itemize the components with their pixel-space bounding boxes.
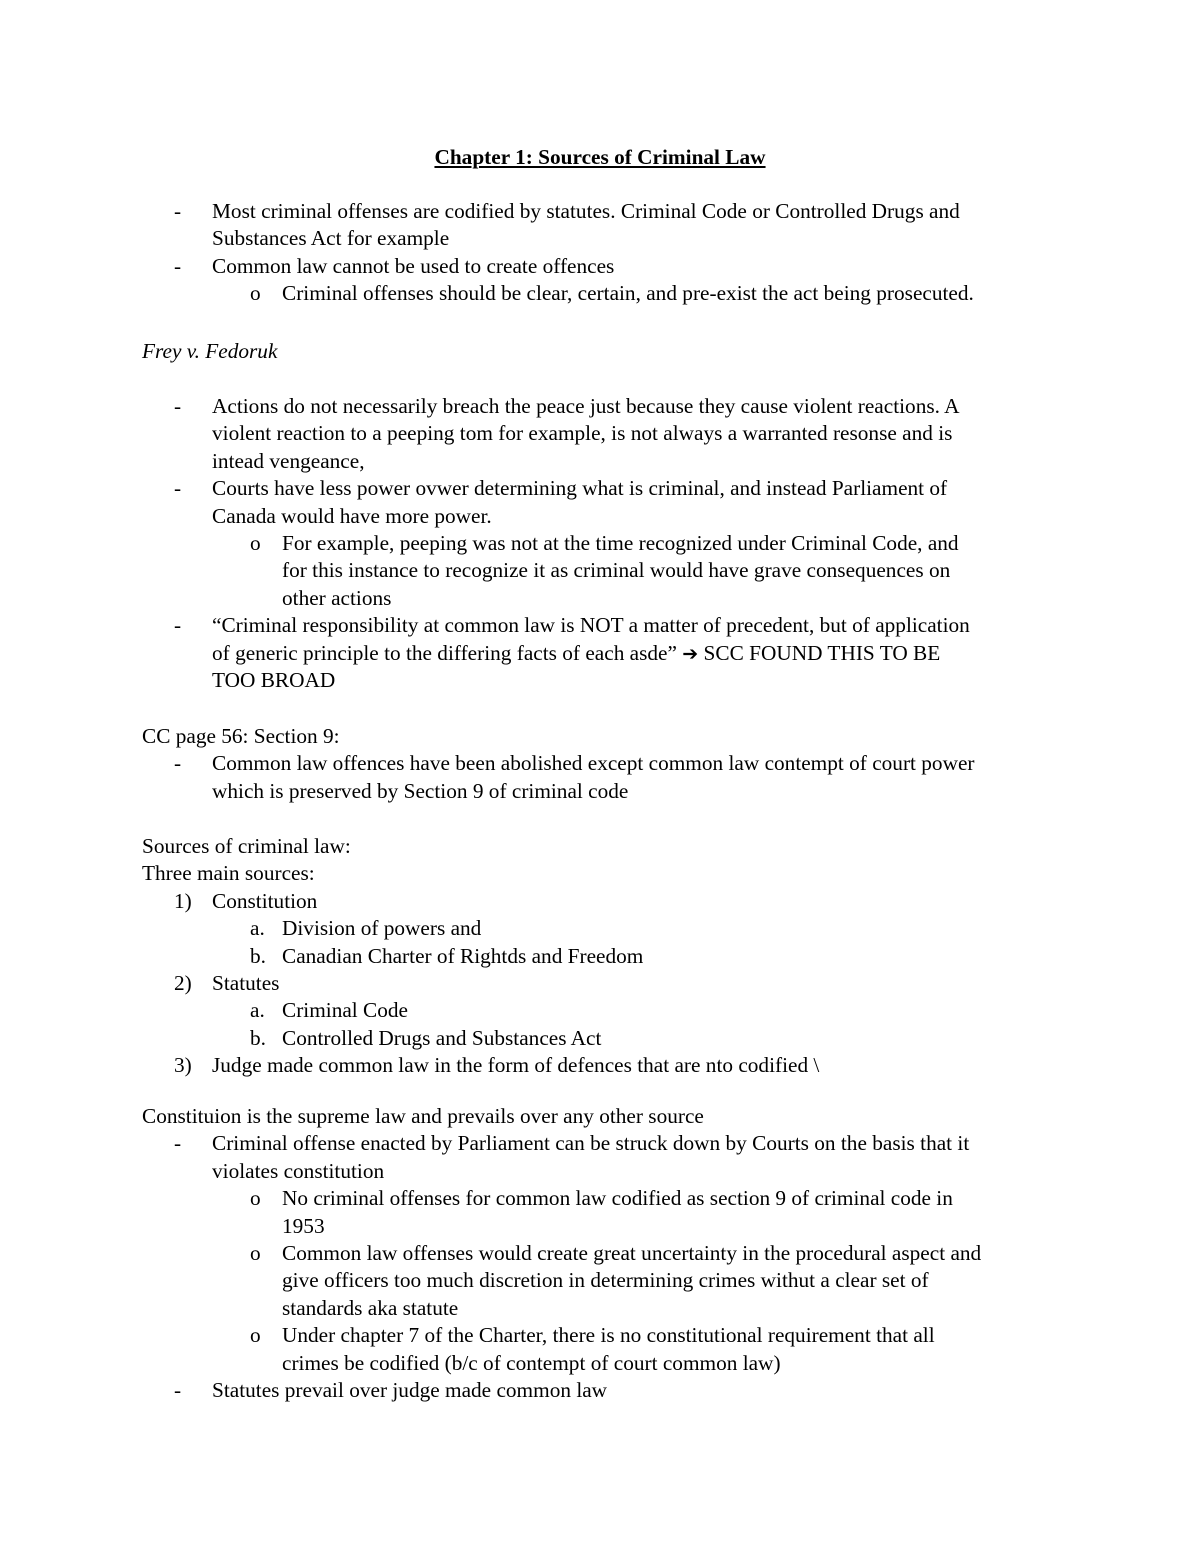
lettered-item: a. Criminal Code <box>250 998 408 1023</box>
sub-list-item-continued: crimes be codified (b/c of contempt of court common law) <box>282 1350 781 1375</box>
circle-bullet-marker: o <box>250 281 261 306</box>
case-heading: Frey v. Fedoruk <box>142 339 278 363</box>
list-item: - Statutes prevail over judge made common law <box>0 1377 1200 1404</box>
dash-marker: - <box>174 751 182 776</box>
case-heading-block <box>0 338 1200 365</box>
list-item: - Common law cannot be used to create offences <box>0 253 1200 280</box>
sources-heading: Sources of criminal law: <box>142 834 351 858</box>
constitution-heading: Constituion is the supreme law and prevails over any other source <box>142 1104 704 1128</box>
list-item-continued: of generic principle to the differing facts of each asde” ➔ SCC FOUND THIS TO BE <box>212 640 941 665</box>
dash-marker: - <box>174 476 182 501</box>
page-title: Chapter 1: Sources of Criminal Law <box>434 145 766 169</box>
sub-list-item-continued: 1953 <box>282 1213 325 1238</box>
circle-bullet-marker: o <box>250 1323 261 1348</box>
dash-marker: - <box>174 199 182 223</box>
circle-bullet-marker: o <box>250 1186 261 1211</box>
list-item-continued: violent reaction to a peeping tom for example, is not always a warranted resonse and is <box>212 421 953 446</box>
sub-list-item-continued: standards aka statute <box>282 1295 459 1320</box>
intro-list <box>0 198 1200 308</box>
sub-list-item-continued: for this instance to recognize it as criminal would have grave consequences on <box>282 558 951 583</box>
lettered-item: b. Controlled Drugs and Substances Act <box>250 1025 602 1050</box>
list-item-continued: Substances Act for example <box>212 226 450 251</box>
list-item: - “Criminal responsibility at common law is NOT a matter of precedent, but of application <box>0 612 1200 639</box>
sub-list-item: o Criminal offenses should be clear, certain, and pre-exist the act being prosecuted. <box>0 280 1200 307</box>
sub-list-item: o Common law offenses would create great uncertainty in the procedural aspect and <box>0 1240 1200 1267</box>
dash-marker: - <box>174 253 182 278</box>
dash-marker: - <box>174 1131 182 1156</box>
numbered-item: 2) Statutes <box>174 970 280 995</box>
list-item-continued: which is preserved by Section 9 of criminal code <box>212 778 629 803</box>
sub-list-item-continued: other actions <box>282 585 392 610</box>
list-item: - Most criminal offenses are codified by statutes. Criminal Code or Controlled Drugs and <box>0 198 1200 225</box>
list-item: - Criminal offense enacted by Parliament can be struck down by Courts on the basis that it <box>0 1130 1200 1157</box>
lettered-item: a. Division of powers and <box>250 916 482 941</box>
constitution-section <box>0 1103 1200 1404</box>
sources-section <box>0 833 1200 1080</box>
sub-list-item: o Under chapter 7 of the Charter, there is no constitutional requirement that all <box>0 1322 1200 1349</box>
numbered-item: 3) Judge made common law in the form of defences that are nto codified \ <box>174 1053 820 1078</box>
sources-subheading: Three main sources: <box>142 861 315 886</box>
sub-list-item: o No criminal offenses for common law codified as section 9 of criminal code in <box>0 1185 1200 1212</box>
cc-section <box>0 723 1200 805</box>
list-item-continued: violates constitution <box>212 1158 385 1183</box>
dash-marker: - <box>174 1377 182 1402</box>
dash-marker: - <box>174 394 182 418</box>
dash-marker: - <box>174 613 182 638</box>
list-item-continued: intead vengeance, <box>212 448 365 473</box>
list-item: - Actions do not necessarily breach the peace just because they cause violent reactions. A <box>0 393 1200 420</box>
numbered-item: 1) Constitution <box>174 888 318 913</box>
list-item: - Courts have less power ovwer determining what is criminal, and instead Parliament of <box>0 475 1200 502</box>
arrow-right-icon: ➔ <box>682 642 699 665</box>
list-item-continued: TOO BROAD <box>212 667 336 692</box>
lettered-item: b. Canadian Charter of Rightds and Freedom <box>250 943 644 968</box>
circle-bullet-marker: o <box>250 530 261 555</box>
list-item: - Common law offences have been abolished except common law contempt of court power <box>0 750 1200 777</box>
circle-bullet-marker: o <box>250 1240 261 1265</box>
sub-list-item: o For example, peeping was not at the time recognized under Criminal Code, and <box>0 530 1200 557</box>
sub-list-item-continued: give officers too much discretion in determining crimes withut a clear set of <box>282 1268 929 1293</box>
list-item-continued: Canada would have more power. <box>212 503 492 528</box>
cc-heading: CC page 56: Section 9: <box>142 724 340 748</box>
case-list <box>0 393 1200 694</box>
